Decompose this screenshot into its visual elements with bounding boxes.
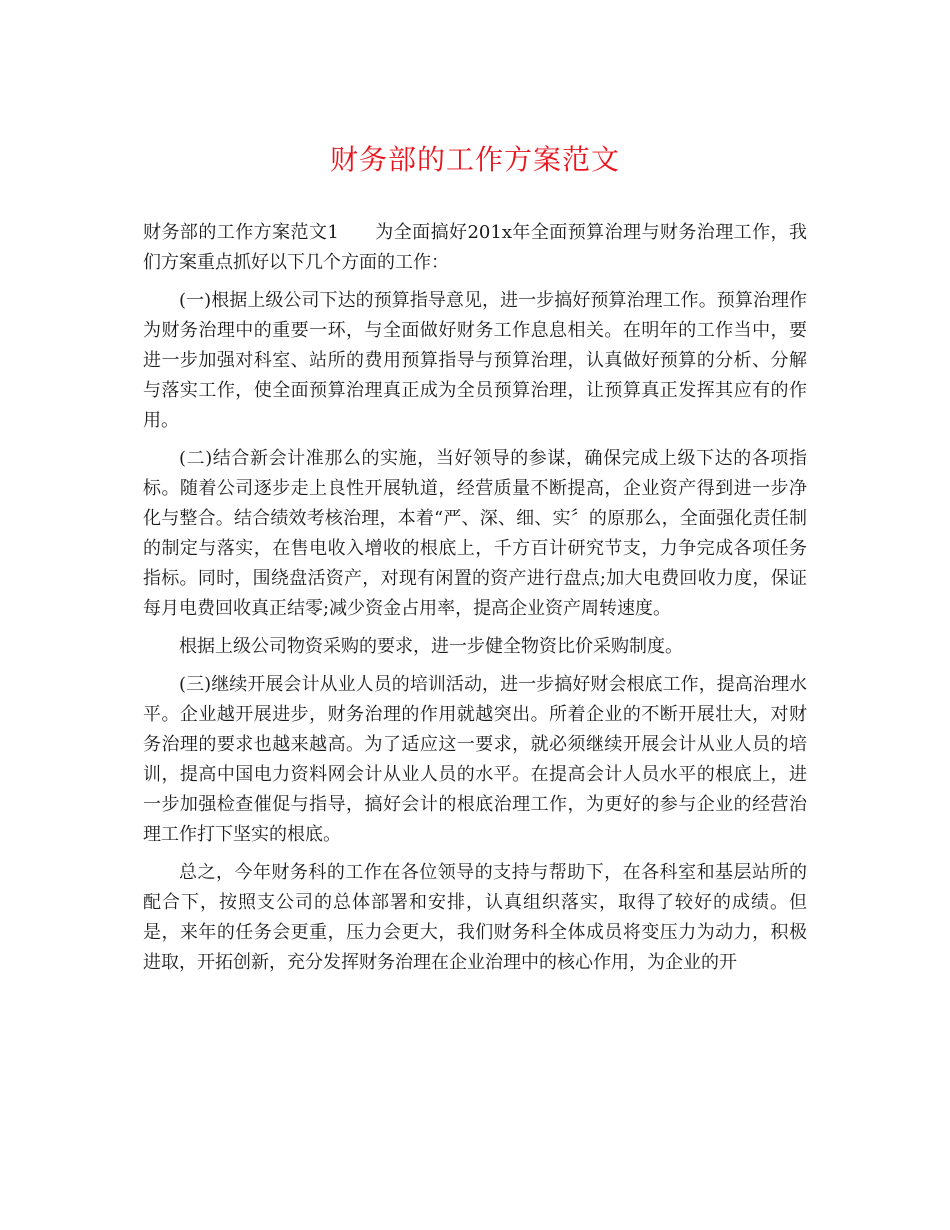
paragraph-4: (三)继续开展会计从业人员的培训活动，进一步搞好财会根底工作，提高治理水平。企业越开展进步，财务治理的作用就越突出。所着企业的不断开展壮大，对财务治理的要求也越来越高。为了适应这一要求，就必须继续开展会计从业人员的培训，提高中国电力资料网会计从业人员的水平。在提高会计人员水平的根底上，进一步加强检查催促与指导，搞好会计的根底治理工作，为更好的参与企业的经营治理工作打下坚实的根底。 <box>143 674 807 845</box>
intro-paragraph <box>143 218 807 278</box>
paragraph-1: (一)根据上级公司下达的预算指导意见，进一步搞好预算治理工作。预算治理作为财务治理中的重要一环，与全面做好财务工作息息相关。在明年的工作当中，要进一步加强对科室、站所的费用预算指导与预算治理，认真做好预算的分析、分解与落实工作，使全面预算治理真正成为全员预算治理，让预算真正发挥其应有的作用。 <box>143 290 807 431</box>
page-title: 财务部的工作方案范文 <box>329 143 620 176</box>
intro-text: 为全面搞好201x年全面预算治理与财务治理工作，我们方案重点抓好以下几个方面的工作： <box>143 222 807 273</box>
paragraph-3: 根据上级公司物资采购的要求，进一步健全物资比价采购制度。 <box>179 636 683 657</box>
document-body <box>143 218 807 986</box>
paragraph-2: (二)结合新会计准那么的实施，当好领导的参谋，确保完成上级下达的各项指标。随着公司逐步走上良性开展轨道，经营质量不断提高，企业资产得到进一步净化与整合。结合绩效考核治理，本着“严、深、细、实〞的原那么，全面强化责任制的制定与落实，在售电收入增收的根底上，千方百计研究节支，力争完成各项任务指标。同时，围绕盘活资产，对现有闲置的资产进行盘点;加大电费回收力度，保证每月电费回收真正结零;减少资金占用率，提高企业资产周转速度。 <box>143 448 807 619</box>
paragraph-5: 总之，今年财务科的工作在各位领导的支持与帮助下，在各科室和基层站所的配合下，按照支公司的总体部署和安排，认真组织落实，取得了较好的成绩。但是，来年的任务会更重，压力会更大，我们财务科全体成员将变压力为动力，积极进取，开拓创新，充分发挥财务治理在企业治理中的核心作用，为企业的开 <box>143 862 807 973</box>
intro-heading: 财务部的工作方案范文1 <box>143 222 339 243</box>
